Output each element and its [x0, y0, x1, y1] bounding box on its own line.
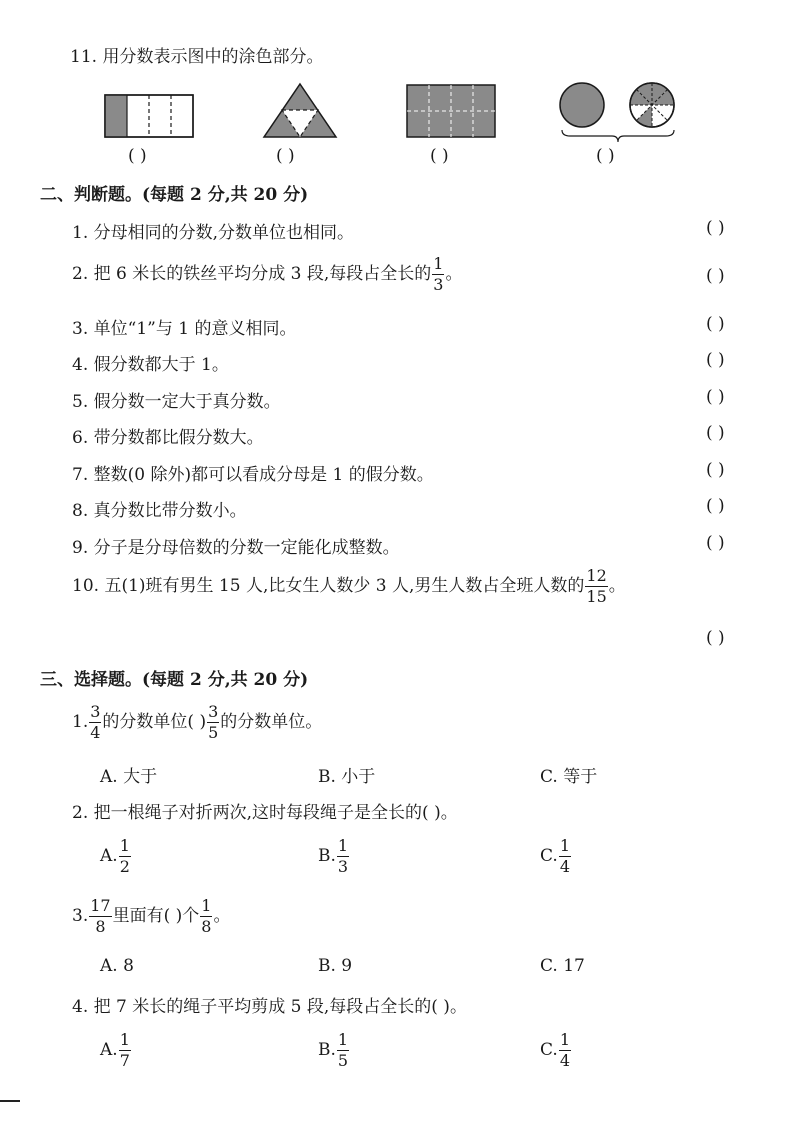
- judge-item-2-text: 2. 把 6 米长的铁丝平均分成 3 段,每段占全长的: [72, 264, 432, 284]
- fraction: $\frac{3}{5}$: [208, 702, 219, 742]
- section3-title: 三、选择题。(每题 2 分,共 20 分): [40, 670, 309, 690]
- answer-paren-4[interactable]: ( ): [706, 350, 725, 370]
- fraction: $\frac{1}{7}$: [119, 1030, 130, 1070]
- choice-q4: 4. 把 7 米长的绳子平均剪成 5 段,每段占全长的( )。: [72, 997, 467, 1017]
- choice-q3-option-c[interactable]: C. 17: [540, 956, 585, 976]
- judge-item-5: 5. 假分数一定大于真分数。: [72, 392, 281, 412]
- figure-rectangle-strips: [104, 94, 196, 140]
- choice-q3: 3. $\frac{17}{8}$ 里面有( )个 $\frac{1}{8}$ 。: [72, 896, 231, 936]
- choice-q4-option-b[interactable]: B. $\frac{1}{5}$: [318, 1030, 349, 1070]
- choice-q2-option-b[interactable]: B. $\frac{1}{3}$: [318, 836, 349, 876]
- judge-item-3: 3. 单位“1”与 1 的意义相同。: [72, 319, 297, 339]
- figure-circles: [556, 82, 682, 144]
- answer-paren-8[interactable]: ( ): [706, 496, 725, 516]
- fraction: $\frac{1}{2}$: [119, 836, 130, 876]
- fraction: $\frac{3}{4}$: [90, 702, 101, 742]
- answer-blank-3[interactable]: ( ): [430, 146, 449, 166]
- judge-item-8: 8. 真分数比带分数小。: [72, 501, 247, 521]
- answer-paren-2[interactable]: ( ): [706, 266, 725, 286]
- fraction: $\frac{1}{4}$: [559, 1030, 570, 1070]
- choice-q3-option-b[interactable]: B. 9: [318, 956, 353, 976]
- choice-q1: 1. $\frac{3}{4}$ 的分数单位( ) $\frac{3}{5}$ 的分数单位。: [72, 702, 323, 742]
- answer-paren-5[interactable]: ( ): [706, 387, 725, 407]
- judge-item-1: 1. 分母相同的分数,分数单位也相同。: [72, 223, 355, 243]
- judge-item-10: 10. 五(1)班有男生 15 人,比女生人数少 3 人,男生人数占全班人数的 $\frac{12}{15}$ 。: [72, 566, 626, 606]
- answer-blank-4[interactable]: ( ): [596, 146, 615, 166]
- judge-item-4: 4. 假分数都大于 1。: [72, 355, 229, 375]
- page-edge-mark: [0, 1100, 20, 1102]
- answer-paren-1[interactable]: ( ): [706, 218, 725, 238]
- answer-paren-10[interactable]: ( ): [706, 628, 725, 648]
- choice-q4-option-a[interactable]: A. $\frac{1}{7}$: [100, 1030, 130, 1070]
- answer-paren-7[interactable]: ( ): [706, 460, 725, 480]
- fraction: $\frac{1}{3}$: [337, 836, 349, 876]
- fraction: $\frac{12}{15}$: [586, 566, 607, 606]
- answer-paren-9[interactable]: ( ): [706, 533, 725, 553]
- answer-blank-2[interactable]: ( ): [276, 146, 295, 166]
- answer-paren-6[interactable]: ( ): [706, 423, 725, 443]
- fraction: $\frac{17}{8}$: [90, 896, 111, 936]
- judge-item-9: 9. 分子是分母倍数的分数一定能化成整数。: [72, 538, 400, 558]
- q11-title: 11. 用分数表示图中的涂色部分。: [70, 47, 324, 67]
- choice-q1-option-a[interactable]: A. 大于: [100, 767, 158, 787]
- judge-item-6: 6. 带分数都比假分数大。: [72, 428, 264, 448]
- figure-grid-rectangle: [406, 84, 498, 140]
- choice-q2: 2. 把一根绳子对折两次,这时每段绳子是全长的( )。: [72, 803, 458, 823]
- choice-q1-option-b[interactable]: B. 小于: [318, 767, 376, 787]
- choice-q1-option-c[interactable]: C. 等于: [540, 767, 598, 787]
- judge-item-7: 7. 整数(0 除外)都可以看成分母是 1 的假分数。: [72, 465, 434, 485]
- answer-blank-1[interactable]: ( ): [128, 146, 147, 166]
- fraction: $\frac{1}{4}$: [559, 836, 570, 876]
- fraction: $\frac{1}{8}$: [201, 896, 212, 936]
- figure-triangle: [262, 82, 338, 140]
- judge-item-10-text: 10. 五(1)班有男生 15 人,比女生人数少 3 人,男生人数占全班人数的: [72, 576, 585, 596]
- choice-q3-option-a[interactable]: A. 8: [100, 956, 134, 976]
- section2-title: 二、判断题。(每题 2 分,共 20 分): [40, 185, 309, 205]
- choice-q2-option-a[interactable]: A. $\frac{1}{2}$: [100, 836, 130, 876]
- judge-item-2: 2. 把 6 米长的铁丝平均分成 3 段,每段占全长的 $\frac{1}{3}$ 。: [72, 254, 463, 294]
- answer-paren-3[interactable]: ( ): [706, 314, 725, 334]
- choice-q4-option-c[interactable]: C. $\frac{1}{4}$: [540, 1030, 570, 1070]
- fraction: $\frac{1}{3}$: [433, 254, 444, 294]
- choice-q2-option-c[interactable]: C. $\frac{1}{4}$: [540, 836, 570, 876]
- fraction: $\frac{1}{5}$: [337, 1030, 349, 1070]
